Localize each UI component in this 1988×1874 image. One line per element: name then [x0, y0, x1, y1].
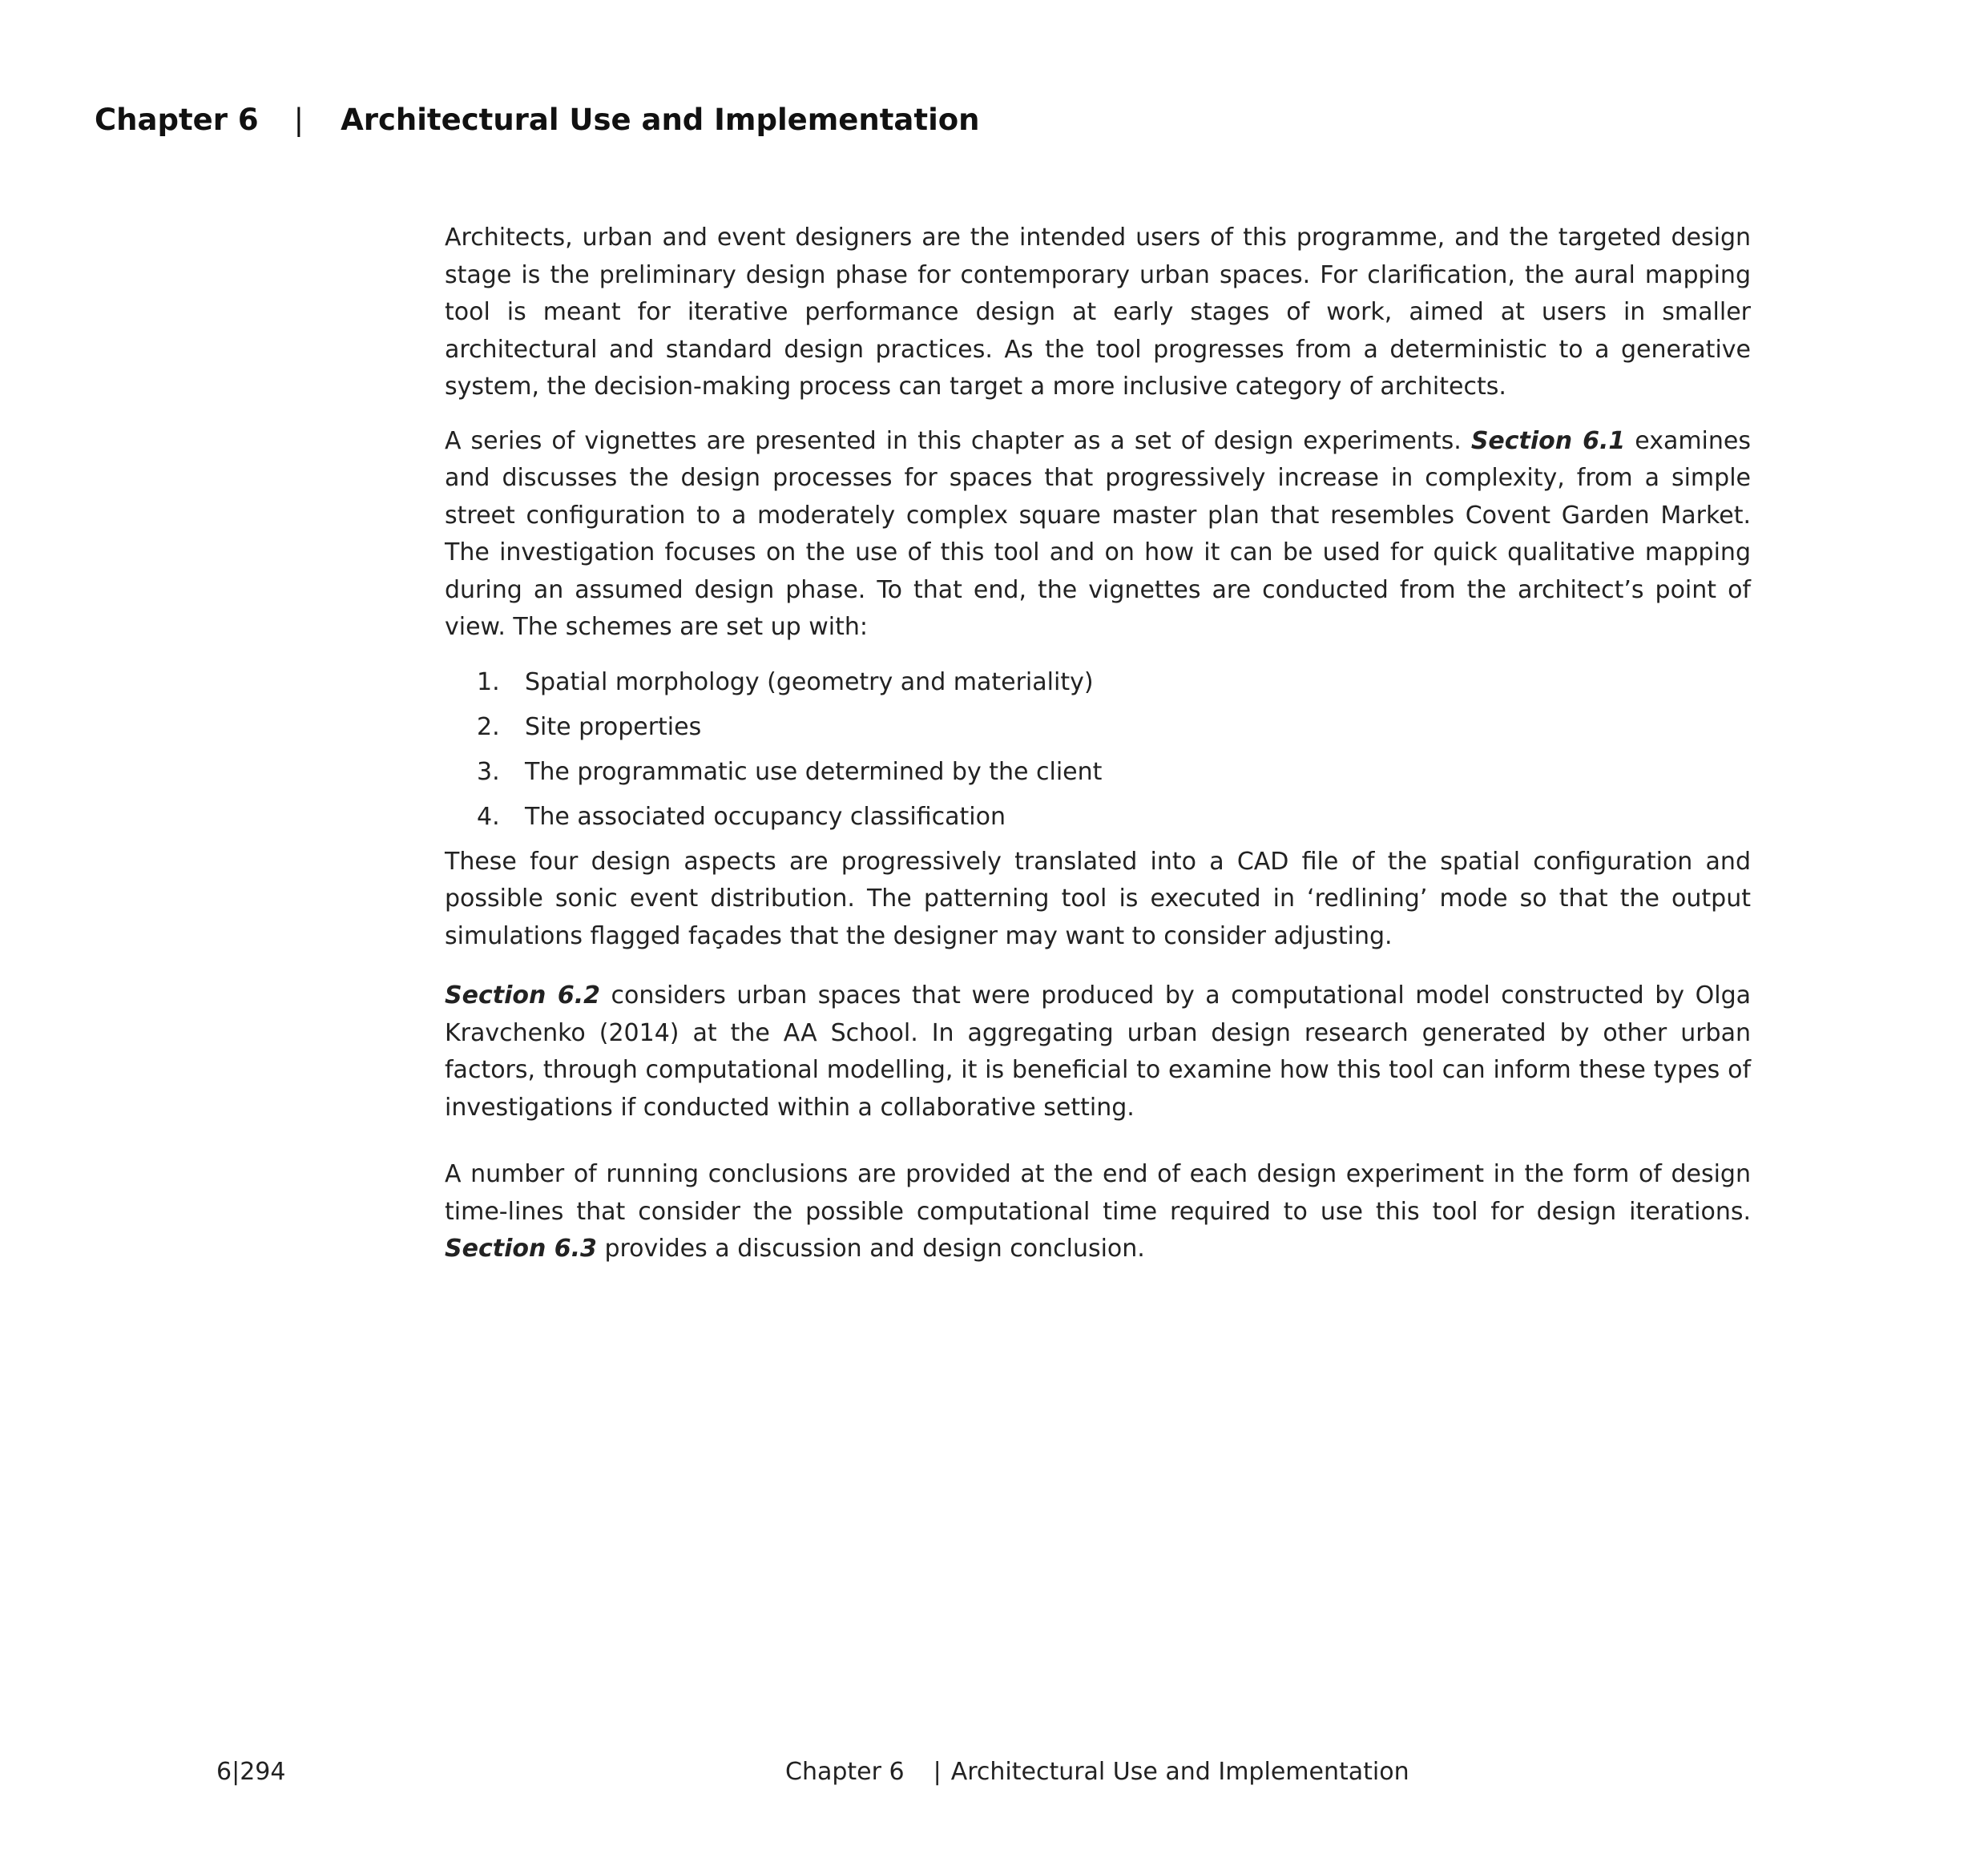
main-body — [445, 220, 1751, 1268]
paragraph-conclusions — [445, 1156, 1751, 1268]
list-item-text: The programmatic use determined by the client — [525, 757, 1103, 786]
footer-page-number: 6|294 — [216, 1758, 286, 1786]
list-item-number: 4. — [477, 802, 500, 831]
footer-chapter: Chapter 6 — [785, 1758, 905, 1786]
paragraph-section-6-2 — [445, 977, 1751, 1126]
page-header — [95, 103, 980, 137]
paragraph-vignettes-text-1: A series of vignettes are presented in this chapter as a set of design experiments. — [445, 426, 1471, 455]
list-item-text: The associated occupancy classification — [525, 802, 1006, 831]
header-separator: | — [293, 103, 304, 137]
design-aspects-list-wrapper — [445, 664, 1751, 844]
list-item-text: Spatial morphology (geometry and materiality) — [525, 667, 1094, 696]
section-6-1-reference: Section 6.1 — [1470, 426, 1626, 455]
footer-separator: | — [933, 1758, 942, 1786]
footer-running-title — [785, 1758, 1409, 1786]
paragraph-vignettes-text-2: examines and discusses the design processes for spaces that progressively increase in complexity, from a simple street configuration to a moderately complex square master plan that resembles Covent Garden Market. The investigation focuses on the use of this tool and on how it can be used for quick qualitative mapping during an assumed design phase. To that end, the vignettes are conducted from the architect’s point of view. The schemes are set up with: — [445, 426, 1751, 641]
list-item-number: 2. — [477, 712, 500, 741]
paragraph-conclusions-text-2: provides a discussion and design conclusion. — [596, 1235, 1145, 1263]
header-title: Architectural Use and Implementation — [341, 103, 980, 137]
paragraph-conclusions-text-1: A number of running conclusions are provided at the end of each design experiment in the form of design time-lines that consider the possible computational time required to use this tool for design iterations. — [445, 1160, 1751, 1226]
list-item-number: 3. — [477, 757, 500, 786]
design-aspects-list — [445, 664, 1751, 844]
paragraph-design-aspects: These four design aspects are progressively translated into a CAD file of the spatial configuration and possible sonic event distribution. The patterning tool is executed in ‘redlining’ mode so that the output simulations flagged façades that the designer may want to consider adjusting. — [445, 847, 1751, 950]
list-item — [445, 799, 1751, 844]
section-6-3-reference: Section 6.3 — [445, 1235, 597, 1263]
list-item — [445, 754, 1751, 799]
list-item-text: Site properties — [525, 712, 702, 741]
paragraph-intro: Architects, urban and event designers are the intended users of this programme, and the targeted design stage is the preliminary design phase for contemporary urban spaces. For clarification, the aural mapping tool is meant for iterative performance design at early stages of work, aimed at users in smaller architectural and standard design practices. As the tool progresses from a deterministic to a generative system, the decision-making process can target a more inclusive category of architects. — [445, 224, 1751, 401]
section-6-2-reference: Section 6.2 — [445, 981, 600, 1010]
header-chapter: Chapter 6 — [95, 103, 259, 137]
footer-title: Architectural Use and Implementation — [950, 1758, 1409, 1786]
list-item-number: 1. — [477, 667, 500, 696]
list-item — [445, 664, 1751, 709]
paragraph-section-6-2-text: considers urban spaces that were produced by a computational model constructed by Olga Kravchenko (2014) at the AA School. In aggregating urban design research generated by other urban factors, through computational modelling, it is beneficial to examine how this tool can inform these types of investigations if conducted within a collaborative setting. — [445, 981, 1751, 1122]
paragraph-vignettes — [445, 423, 1751, 647]
list-item — [445, 709, 1751, 754]
